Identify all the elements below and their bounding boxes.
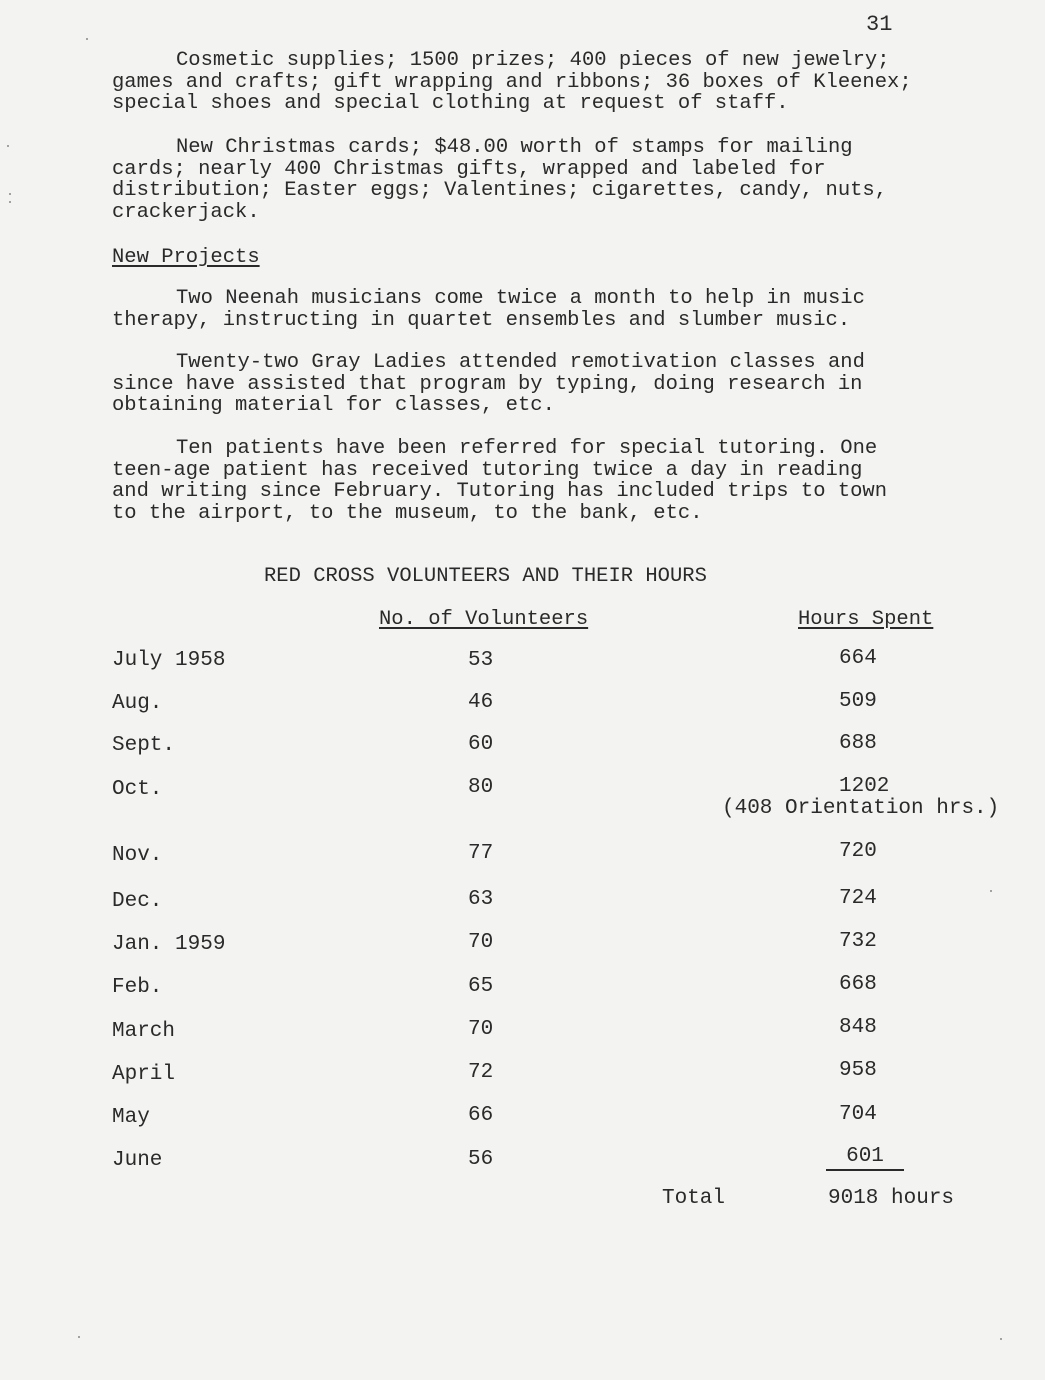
row-month: May [112,1106,150,1129]
row-month: Feb. [112,976,163,999]
row-volunteers: 53 [468,649,494,672]
total-value: 9018 hours [828,1187,955,1210]
row-month: Dec. [112,890,163,913]
row-note-orientation: (408 Orientation hrs.) [722,797,1000,820]
row-hours: 601 [826,1146,904,1171]
row-hours: 664 [839,647,877,670]
row-hours: 668 [839,973,877,996]
paper-speck [990,890,992,892]
row-hours: 1202 [839,775,890,798]
table-title: RED CROSS VOLUNTEERS AND THEIR HOURS [264,565,707,588]
row-hours: 720 [839,840,877,863]
row-volunteers: 70 [468,1018,494,1041]
row-hours: 509 [839,690,877,713]
row-month: July 1958 [112,649,226,672]
row-month: April [112,1063,176,1086]
paper-speck [7,145,9,147]
paper-speck [9,201,11,203]
row-hours: 732 [839,930,877,953]
row-month: Sept. [112,734,176,757]
paper-speck [9,193,11,195]
paragraph-musicians: Two Neenah musicians come twice a month to help in music therapy, instructing in quartet ensembles and slumber music. [112,287,865,332]
row-hours: 704 [839,1103,877,1126]
row-month: Oct. [112,778,163,801]
row-volunteers: 46 [468,691,494,714]
row-month: March [112,1020,176,1043]
paragraph-christmas: New Christmas cards; $48.00 worth of stamps for mailing cards; nearly 400 Christmas gifts, wrapped and labeled for distribution; Easter eggs; Valentines; cigarettes, candy, nuts, crackerjack. [112,136,888,224]
row-volunteers: 72 [468,1061,494,1084]
row-month: Jan. 1959 [112,933,226,956]
paragraph-supplies: Cosmetic supplies; 1500 prizes; 400 pieces of new jewelry; games and crafts; gift wrapping and ribbons; 36 boxes of Kleenex; special shoes and special clothing at request of staff. [112,49,912,115]
row-volunteers: 80 [468,776,494,799]
row-volunteers: 56 [468,1148,494,1171]
row-volunteers: 63 [468,888,494,911]
row-month: June [112,1149,163,1172]
row-volunteers: 60 [468,733,494,756]
row-volunteers: 70 [468,931,494,954]
row-hours: 724 [839,887,877,910]
paper-speck [86,38,88,40]
row-hours: 688 [839,732,877,755]
row-month: Aug. [112,692,163,715]
row-volunteers: 66 [468,1104,494,1127]
section-heading-new-projects: New Projects [112,246,260,269]
paper-speck [1000,1338,1002,1340]
column-header-hours: Hours Spent [798,608,934,631]
column-header-volunteers: No. of Volunteers [379,608,589,631]
paragraph-tutoring: Ten patients have been referred for special tutoring. One teen-age patient has received tutoring twice a day in reading and writing since February. Tutoring has included trips to town to the airport, to the museum, to the bank, etc. [112,437,888,525]
row-hours: 958 [839,1059,877,1082]
row-volunteers: 65 [468,975,494,998]
row-hours: 848 [839,1016,877,1039]
row-volunteers: 77 [468,842,494,865]
total-label: Total [662,1187,726,1210]
paragraph-gray-ladies: Twenty-two Gray Ladies attended remotivation classes and since have assisted that program by typing, doing research in obtaining material for classes, etc. [112,351,865,417]
page-number: 31 [866,12,893,37]
paper-speck [78,1336,80,1338]
row-month: Nov. [112,844,163,867]
